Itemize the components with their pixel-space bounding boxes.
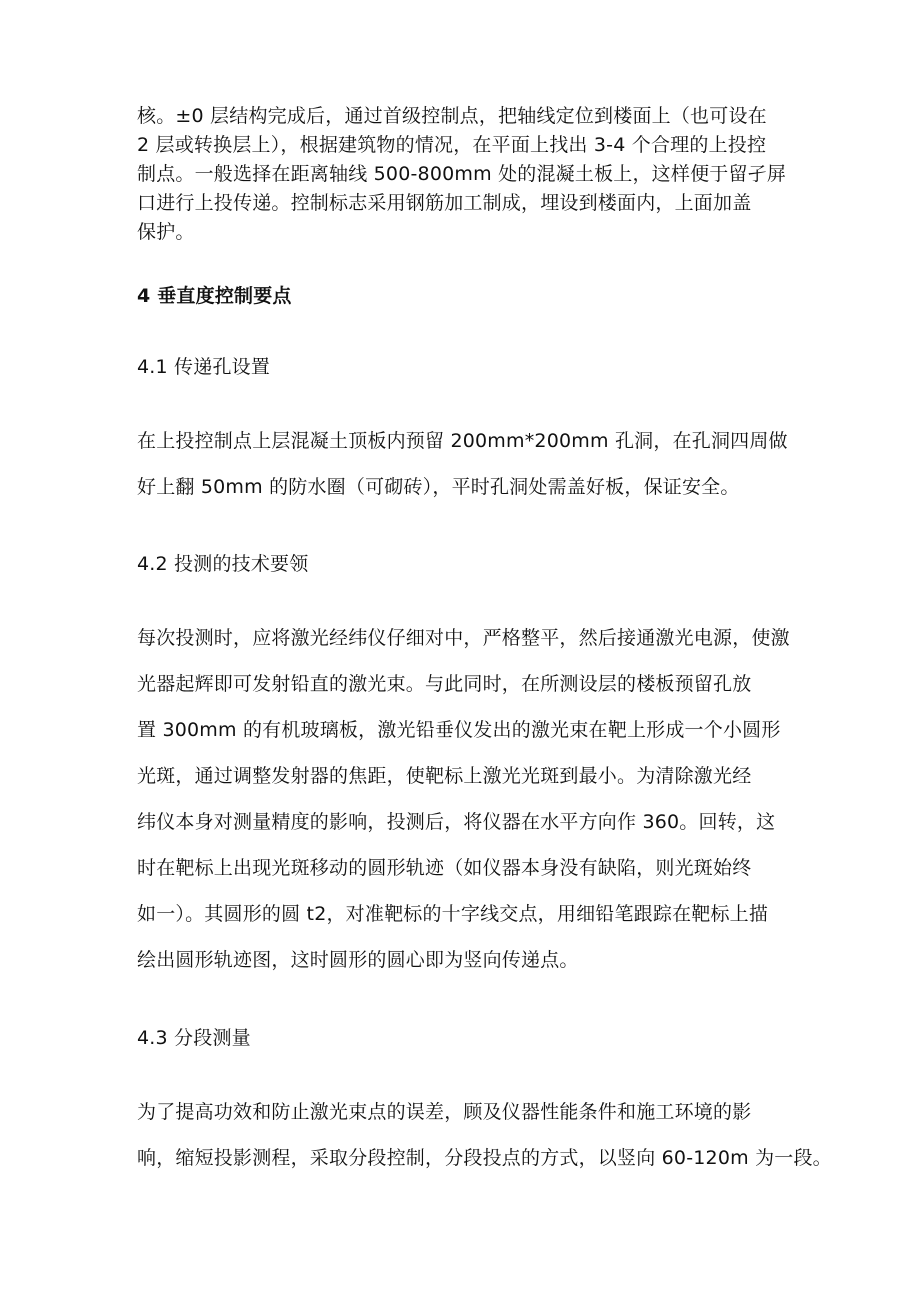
paragraph-line: 保护。 — [137, 221, 195, 243]
paragraph-line: 光器起辉即可发射铅直的激光束。与此同时，在所测设层的楼板预留孔放 — [137, 673, 752, 695]
paragraph-line: 为了提高功效和防止激光束点的误差，顾及仪器性能条件和施工环境的影 — [137, 1101, 752, 1123]
paragraph-line: 在上投控制点上层混凝土顶板内预留 200mm*200mm 孔洞，在孔洞四周做 — [137, 430, 788, 452]
paragraph-line: 置 300mm 的有机玻璃板，激光铅垂仪发出的激光束在靶上形成一个小圆形 — [137, 719, 781, 741]
subsection-heading: 4.3 分段测量 — [137, 1027, 251, 1049]
paragraph-line: 好上翻 50mm 的防水圈（可砌砖），平时孔洞处需盖好板，保证安全。 — [137, 476, 740, 498]
paragraph-line: 口进行上投传递。控制标志采用钢筋加工制成，埋设到楼面内，上面加盖 — [137, 192, 752, 214]
section-heading: 4 垂直度控制要点 — [137, 285, 292, 307]
paragraph-line: 响，缩短投影测程，采取分段控制，分段投点的方式，以竖向 60-120m 为一段。 — [137, 1147, 832, 1169]
paragraph-line: 核。±0 层结构完成后，通过首级控制点，把轴线定位到楼面上（也可设在 — [137, 105, 767, 127]
paragraph-line: 如一）。其圆形的圆 t2，对准靶标的十字线交点，用细铅笔跟踪在靶标上描 — [137, 903, 769, 925]
subsection-heading: 4.2 投测的技术要领 — [137, 553, 309, 575]
paragraph-line: 制点。一般选择在距离轴线 500-800mm 处的混凝土板上，这样便于留孑屏 — [137, 163, 787, 185]
subsection-heading: 4.1 传递孔设置 — [137, 356, 271, 378]
paragraph-line: 时在靶标上出现光斑移动的圆形轨迹（如仪器本身没有缺陷，则光斑始终 — [137, 857, 752, 879]
paragraph-line: 纬仪本身对测量精度的影响，投测后，将仪器在水平方向作 360。回转，这 — [137, 811, 776, 833]
paragraph-line: 绘出圆形轨迹图，这时圆形的圆心即为竖向传递点。 — [137, 949, 579, 971]
paragraph-line: 2 层或转换层上），根据建筑物的情况，在平面上找出 3-4 个合理的上投控 — [137, 134, 767, 156]
paragraph-line: 光斑，通过调整发射器的焦距，使靶标上激光光斑到最小。为清除激光经 — [137, 765, 752, 787]
paragraph-line: 每次投测时，应将激光经纬仪仔细对中，严格整平，然后接通激光电源，使激 — [137, 627, 790, 649]
